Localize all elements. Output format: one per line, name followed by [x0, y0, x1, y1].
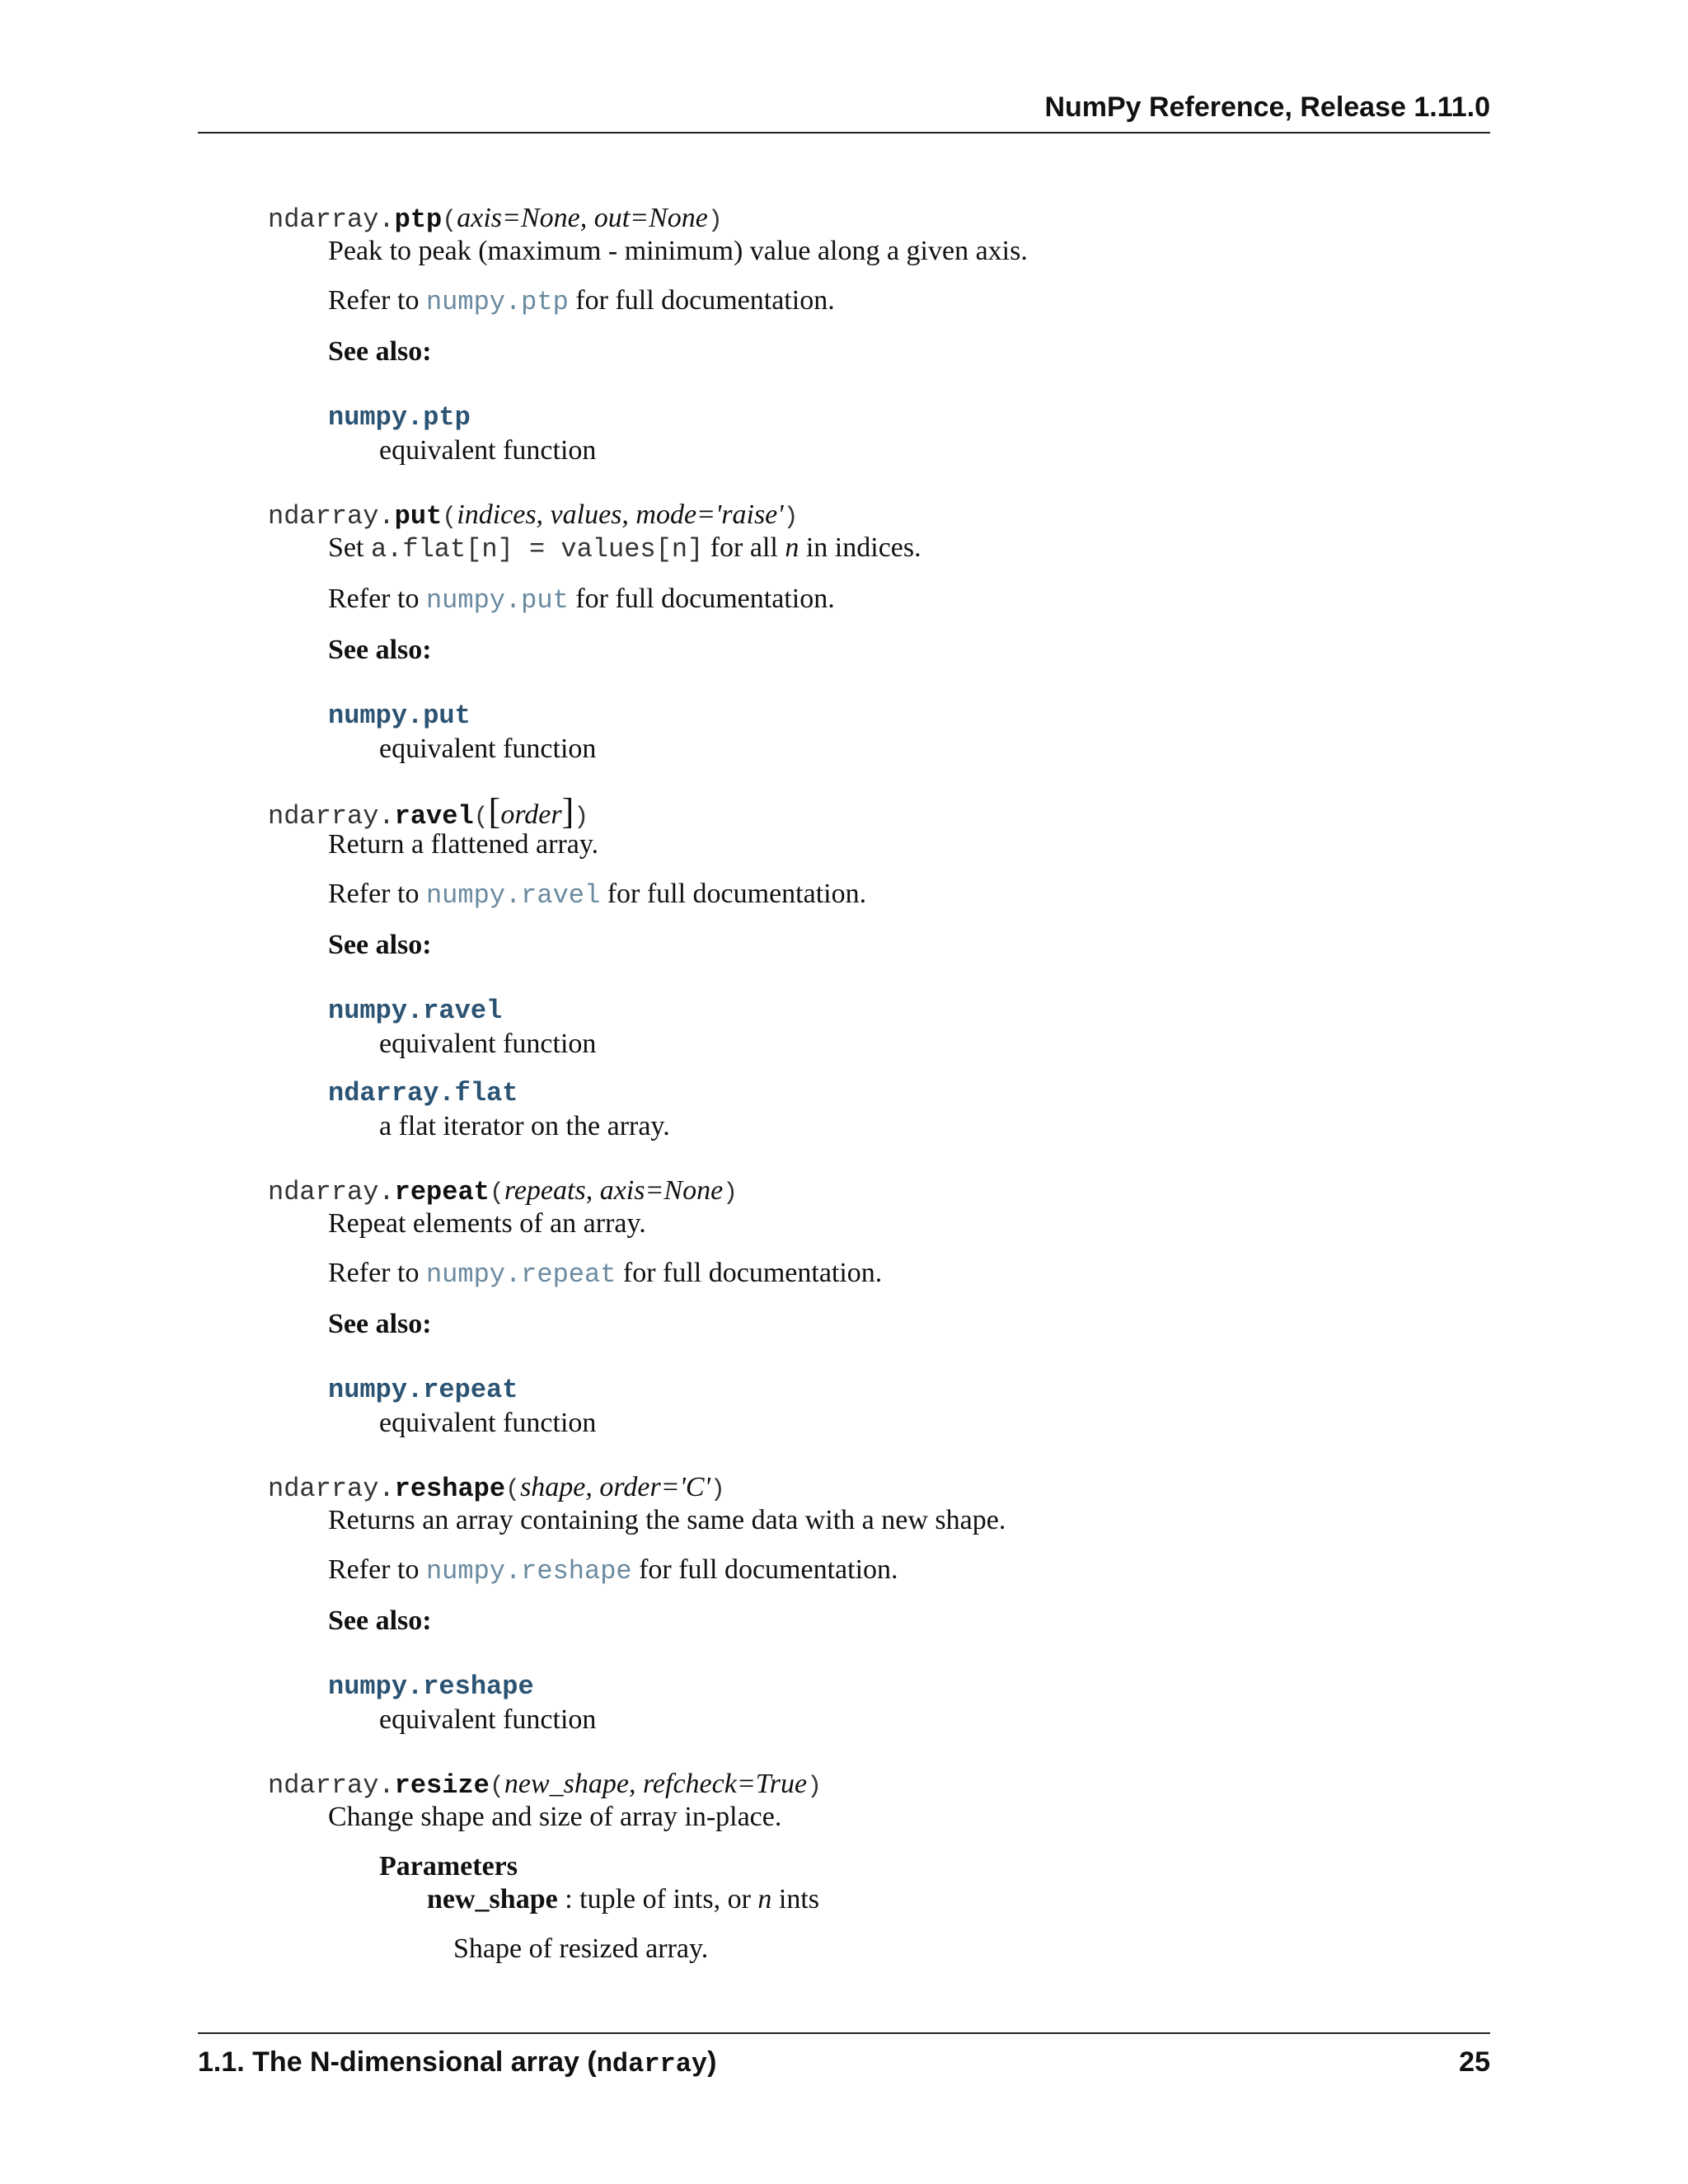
see-also-desc: equivalent function	[379, 1029, 597, 1059]
signature-class: ndarray.	[268, 801, 395, 832]
refer-line: Refer to numpy.reshape for full documentation.	[328, 1554, 898, 1586]
parameter-description: Shape of resized array.	[453, 1933, 709, 1964]
method-entry-ptp	[268, 202, 1488, 467]
see-also-link[interactable]: numpy.repeat	[328, 1375, 518, 1405]
method-signature: ndarray.repeat(repeats, axis=None)	[268, 1175, 738, 1207]
signature-name: ptp	[394, 204, 443, 235]
see-also-item	[328, 1374, 1488, 1440]
see-also-item	[328, 1077, 1488, 1143]
section-title: 1.1. The N-dimensional array (ndarray)	[198, 2046, 717, 2079]
see-also-link[interactable]: numpy.reshape	[328, 1671, 534, 1702]
see-also-link[interactable]: numpy.ravel	[328, 996, 503, 1026]
signature-name: reshape	[394, 1474, 506, 1504]
signature-args: indices, values, mode='raise'	[457, 499, 784, 530]
signature-name: put	[394, 501, 443, 532]
see-also-desc: a flat iterator on the array.	[379, 1111, 670, 1141]
see-also-heading: See also:	[328, 336, 432, 367]
method-description: Returns an array containing the same data with a new shape.	[328, 1505, 1006, 1535]
see-also-link[interactable]: numpy.ptp	[328, 402, 471, 433]
see-also-heading: See also:	[328, 1605, 432, 1636]
signature-args: shape, order='C'	[520, 1472, 710, 1502]
signature-name: resize	[394, 1770, 490, 1801]
optional-bracket-open: [	[488, 791, 501, 832]
page-header	[198, 91, 1490, 134]
signature-name: repeat	[394, 1177, 490, 1207]
see-also-link[interactable]: numpy.put	[328, 701, 471, 731]
method-entry-resize	[268, 1768, 1488, 1966]
doc-link[interactable]: numpy.ravel	[425, 880, 601, 911]
doc-link[interactable]: numpy.ptp	[425, 287, 569, 317]
optional-bracket-close: ]	[561, 791, 574, 832]
see-also-item	[328, 995, 1488, 1061]
signature-class: ndarray.	[268, 501, 395, 532]
parameter-line: new_shape : tuple of ints, or n ints	[427, 1884, 820, 1915]
signature-name: ravel	[394, 801, 474, 832]
method-description: Peak to peak (maximum - minimum) value along a given axis.	[328, 236, 1028, 266]
see-also-item	[328, 401, 1488, 467]
see-also-link[interactable]: ndarray.flat	[328, 1078, 518, 1108]
see-also-heading: See also:	[328, 1309, 432, 1339]
refer-line: Refer to numpy.repeat for full documentation.	[328, 1258, 883, 1290]
doc-link[interactable]: numpy.repeat	[425, 1259, 617, 1290]
method-signature: ndarray.reshape(shape, order='C')	[268, 1472, 725, 1504]
parameter-name: new_shape	[427, 1884, 558, 1915]
doc-link[interactable]: numpy.reshape	[425, 1556, 632, 1586]
see-also-item	[328, 700, 1488, 766]
refer-line: Refer to numpy.ravel for full documentation.	[328, 879, 867, 911]
signature-args: new_shape, refcheck=True	[504, 1769, 808, 1799]
refer-line: Refer to numpy.put for full documentation.	[328, 583, 835, 616]
signature-class: ndarray.	[268, 1770, 395, 1801]
signature-args: axis=None, out=None	[457, 203, 708, 233]
parameters-block	[379, 1850, 1488, 1966]
see-also-desc: equivalent function	[379, 733, 597, 764]
see-also-heading: See also:	[328, 635, 432, 665]
method-description: Set a.flat[n] = values[n] for all n in indices.	[328, 532, 921, 565]
see-also-desc: equivalent function	[379, 1704, 597, 1735]
signature-class: ndarray.	[268, 204, 395, 235]
see-also-desc: equivalent function	[379, 435, 597, 466]
refer-line: Refer to numpy.ptp for full documentation.	[328, 285, 835, 317]
see-also-heading: See also:	[328, 930, 432, 960]
signature-class: ndarray.	[268, 1474, 395, 1504]
method-signature: ndarray.ptp(axis=None, out=None)	[268, 203, 723, 235]
method-entry-reshape	[268, 1471, 1488, 1736]
page-footer	[198, 2032, 1490, 2083]
page-number: 25	[1459, 2046, 1490, 2078]
method-entry-repeat	[268, 1174, 1488, 1440]
signature-args: order	[500, 799, 562, 830]
method-description: Change shape and size of array in-place.	[328, 1802, 782, 1832]
signature-class: ndarray.	[268, 1177, 395, 1207]
doc-link[interactable]: numpy.put	[425, 585, 569, 616]
method-entry-put	[268, 499, 1488, 766]
parameters-heading: Parameters	[379, 1851, 518, 1882]
signature-args: repeats, axis=None	[504, 1175, 724, 1206]
method-signature: ndarray.ravel([order])	[268, 791, 589, 832]
method-entry-ravel	[268, 791, 1488, 1143]
method-signature: ndarray.resize(new_shape, refcheck=True)	[268, 1769, 823, 1801]
see-also-desc: equivalent function	[379, 1408, 597, 1438]
method-description: Repeat elements of an array.	[328, 1208, 646, 1239]
running-title: NumPy Reference, Release 1.11.0	[1044, 91, 1490, 123]
see-also-item	[328, 1671, 1488, 1736]
method-signature: ndarray.put(indices, values, mode='raise')	[268, 499, 799, 532]
method-description: Return a flattened array.	[328, 829, 599, 860]
